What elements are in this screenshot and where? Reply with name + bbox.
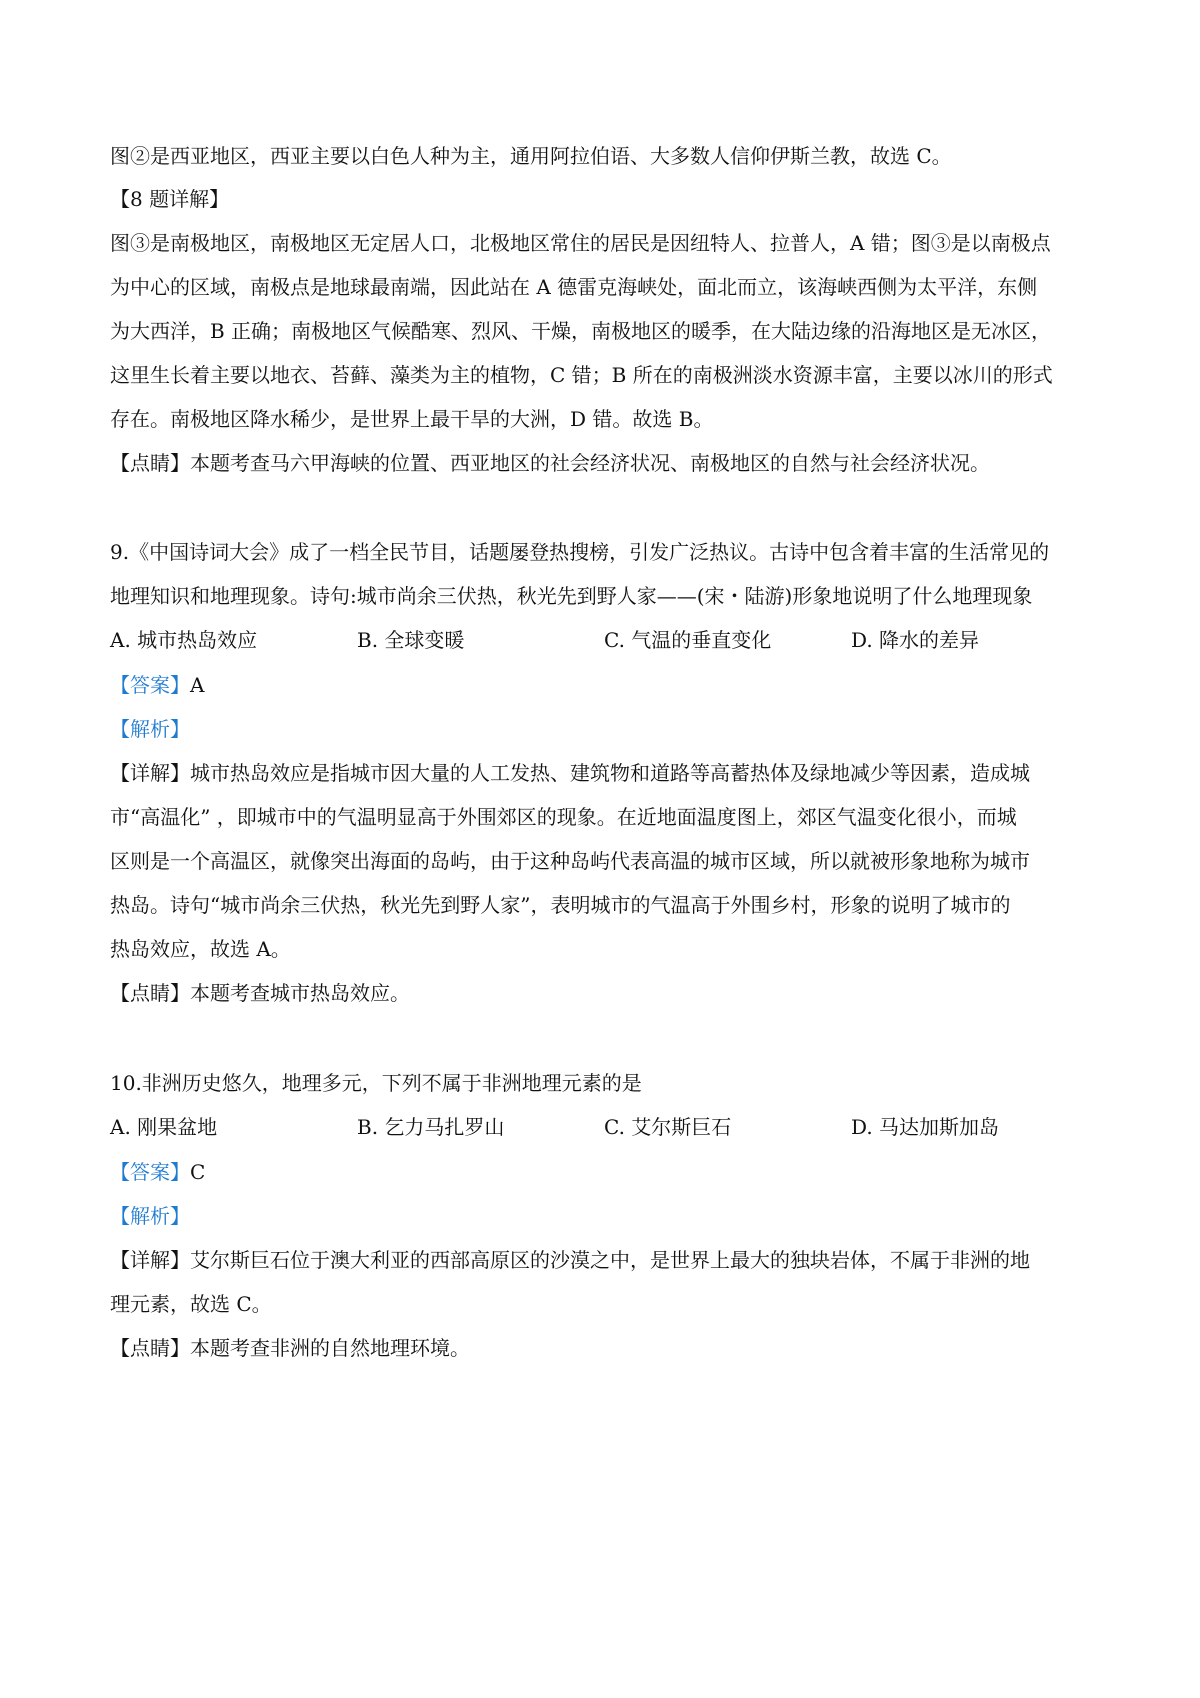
answer-value: A: [190, 673, 205, 697]
q8-detail-line: 为大西洋，B 正确；南极地区气候酷寒、烈风、干燥，南极地区的暖季，在大陆边缘的沿海地区是无冰区，: [110, 319, 1052, 343]
q10-detail-line: 理元素，故选 C。: [110, 1292, 272, 1316]
q10-option-d: D. 马达加斯加岛: [851, 1115, 1000, 1139]
q8-detail-line: 这里生长着主要以地衣、苔藓、藻类为主的植物，C 错；B 所在的南极洲淡水资源丰富，主要以冰川的形式: [110, 363, 1053, 387]
q9-analysis: [110, 715, 1100, 743]
q10-option-a: A. 刚果盆地: [110, 1115, 218, 1139]
q8-heading: 【8 题详解】: [110, 187, 230, 211]
q8-comment: 【点睛】本题考查马六甲海峡的位置、西亚地区的社会经济状况、南极地区的自然与社会经济状况。: [110, 451, 990, 475]
q9-option-c: C. 气温的垂直变化: [604, 628, 772, 652]
q10-stem: 10.非洲历史悠久，地理多元，下列不属于非洲地理元素的是: [110, 1071, 642, 1095]
q9-option-d: D. 降水的差异: [851, 628, 980, 652]
q9-option-a: A. 城市热岛效应: [110, 628, 258, 652]
q10-detail-line: 【详解】艾尔斯巨石位于澳大利亚的西部高原区的沙漠之中，是世界上最大的独块岩体，不属于非洲的地: [110, 1248, 1030, 1272]
q8-detail-line: 图③是南极地区，南极地区无定居人口，北极地区常住的居民是因纽特人、拉普人，A 错；图③是以南极点: [110, 231, 1051, 255]
q9-detail-line: 热岛。诗句“城市尚余三伏热，秋光先到野人家”，表明城市的气温高于外围乡村，形象的说明了城市的: [110, 893, 1011, 917]
q9-option-b: B. 全球变暖: [357, 628, 465, 652]
answer-value: C: [190, 1160, 206, 1184]
q8-detail-line: 存在。南极地区降水稀少，是世界上最干旱的大洲，D 错。故选 B。: [110, 407, 714, 431]
q7-explanation-tail: 图②是西亚地区，西亚主要以白色人种为主，通用阿拉伯语、大多数人信仰伊斯兰教，故选 C。: [110, 144, 952, 168]
q10-analysis: [110, 1202, 1100, 1230]
q9-detail-line: 市“高温化” ，即城市中的气温明显高于外围郊区的现象。在近地面温度图上，郊区气温变化很小，而城: [110, 805, 1017, 829]
answer-tag: 【答案】: [110, 1160, 190, 1184]
q10-option-c: C. 艾尔斯巨石: [604, 1115, 732, 1139]
q9-stem-line: 地理知识和地理现象。诗句:城市尚余三伏热，秋光先到野人家——(宋・陆游)形象地说明了什么地理现象: [110, 584, 1033, 608]
q9-detail-line: 【详解】城市热岛效应是指城市因大量的人工发热、建筑物和道路等高蓄热体及绿地减少等因素，造成城: [110, 761, 1030, 785]
q9-stem-line: 9.《中国诗词大会》成了一档全民节目，话题屡登热搜榜，引发广泛热议。古诗中包含着丰富的生活常见的: [110, 540, 1050, 564]
answer-tag: 【答案】: [110, 673, 190, 697]
analysis-tag: 【解析】: [110, 1204, 190, 1228]
analysis-tag: 【解析】: [110, 717, 190, 741]
q9-detail-line: 区则是一个高温区，就像突出海面的岛屿，由于这种岛屿代表高温的城市区域，所以就被形象地称为城市: [110, 849, 1030, 873]
q9-detail-line: 热岛效应，故选 A。: [110, 937, 291, 961]
q10-comment: 【点睛】本题考查非洲的自然地理环境。: [110, 1336, 470, 1360]
q8-detail-line: 为中心的区域，南极点是地球最南端，因此站在 A 德雷克海峡处，面北而立，该海峡西侧为太平洋，东侧: [110, 275, 1038, 299]
q9-answer: [110, 671, 1100, 699]
q10-option-b: B. 乞力马扎罗山: [357, 1115, 505, 1139]
q9-comment: 【点睛】本题考查城市热岛效应。: [110, 981, 410, 1005]
q10-answer: [110, 1158, 1100, 1186]
